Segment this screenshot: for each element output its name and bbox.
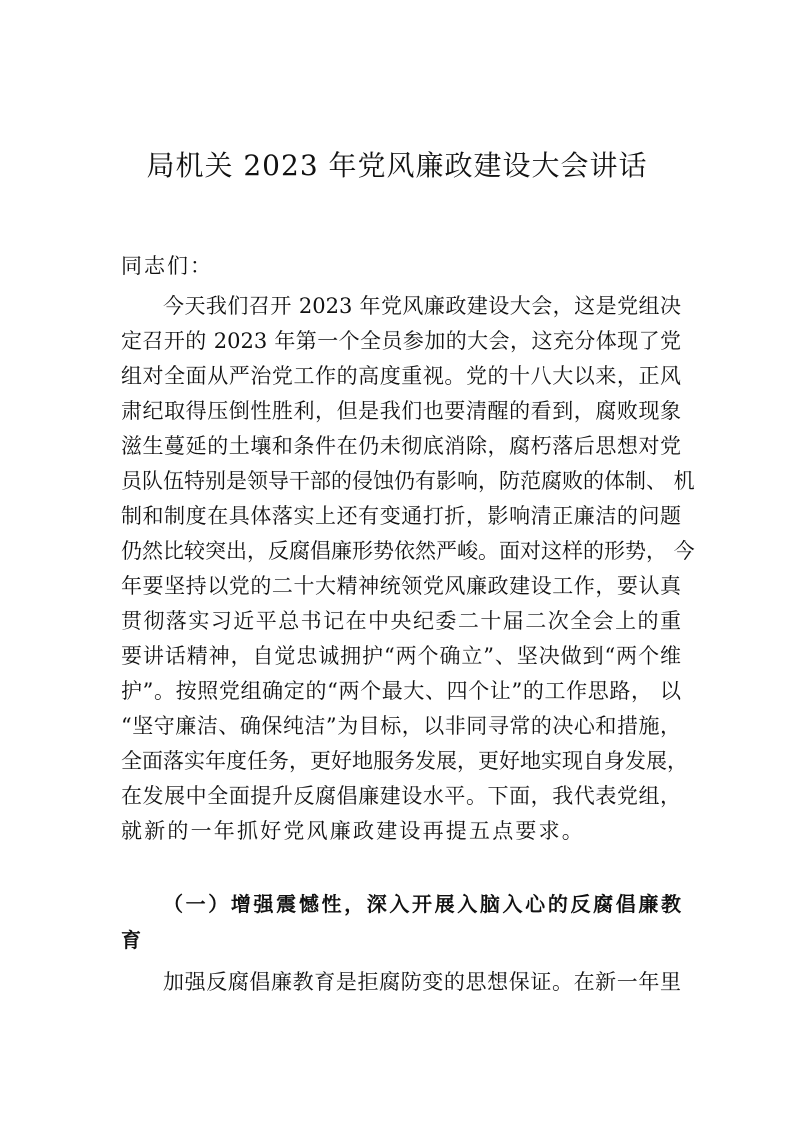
paragraph-line: 护”。按照党组确定的“两个最大、四个让”的工作思路， 以	[121, 679, 681, 703]
section-heading-line: 育	[121, 928, 144, 952]
section-heading-line: （一）增强震憾性，深入开展入脑入心的反腐倡廉教	[163, 892, 681, 916]
paragraph-line: 员队伍特别是领导干部的侵蚀仍有影响，防范腐败的体制、 机	[121, 469, 695, 493]
paragraph-line: 年要坚持以党的二十大精神统领党风廉政建设工作，要认真	[121, 574, 681, 598]
paragraph-line: 就新的一年抓好党风廉政建设再提五点要求。	[121, 819, 585, 843]
paragraph-line: 滋生蔓延的土壤和条件在仍未彻底消除，腐朽落后思想对党	[121, 434, 681, 458]
paragraph-line: 制和制度在具体落实上还有变通打折，影响清正廉洁的问题	[121, 504, 681, 528]
paragraph-line: 今天我们召开 2023 年党风廉政建设大会，这是党组决	[163, 294, 681, 318]
salutation: 同志们：	[121, 254, 213, 278]
paragraph-line: 全面落实年度任务，更好地服务发展，更好地实现自身发展，	[121, 749, 688, 773]
paragraph-line: 在发展中全面提升反腐倡廉建设水平。下面，我代表党组，	[121, 784, 681, 808]
paragraph-line: 贯彻落实习近平总书记在中央纪委二十届二次全会上的重	[121, 609, 681, 633]
paragraph-line: 加强反腐倡廉教育是拒腐防变的思想保证。在新一年里	[163, 970, 681, 994]
paragraph-line: 定召开的 2023 年第一个全员参加的大会，这充分体现了党	[121, 329, 681, 353]
paragraph-line: 仍然比较突出，反腐倡廉形势依然严峻。面对这样的形势， 今	[121, 539, 695, 563]
document-title: 局机关 2023 年党风廉政建设大会讲话	[146, 149, 648, 182]
paragraph-line: 要讲话精神，自觉忠诚拥护“两个确立”、坚决做到“两个维	[121, 644, 681, 668]
paragraph-line: 组对全面从严治党工作的高度重视。党的十八大以来，正风	[121, 364, 681, 388]
paragraph-line: 肃纪取得压倒性胜利，但是我们也要清醒的看到，腐败现象	[121, 399, 681, 423]
paragraph-line: “坚守廉洁、确保纯洁”为目标，以非同寻常的决心和措施，	[121, 714, 681, 738]
